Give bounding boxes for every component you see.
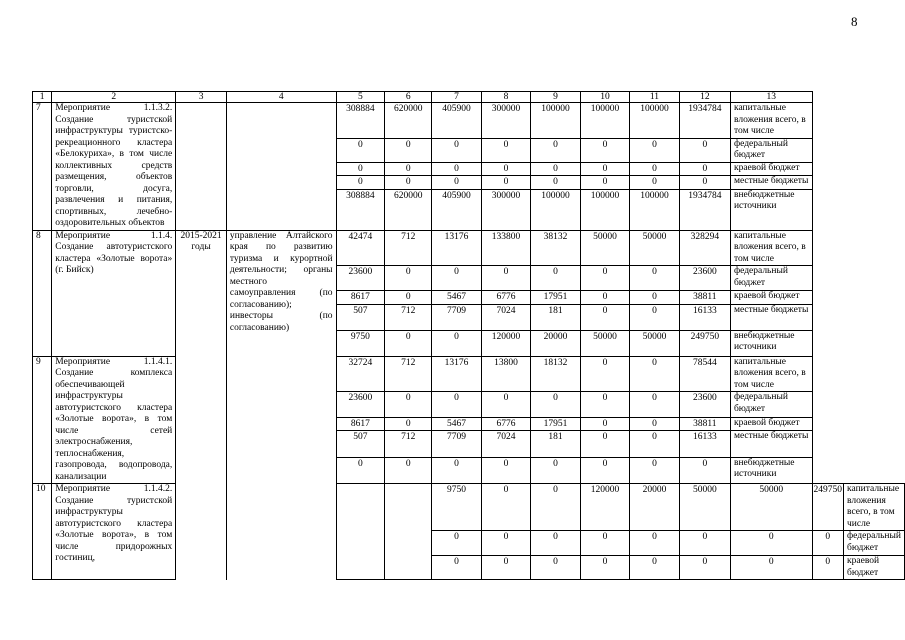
value-cell: 0 bbox=[630, 266, 679, 291]
value-cell: 0 bbox=[679, 162, 730, 176]
column-header: 10 bbox=[580, 92, 629, 103]
value-cell: 0 bbox=[432, 330, 481, 356]
value-cell: 0 bbox=[481, 138, 530, 162]
program-activities-table bbox=[32, 91, 905, 580]
value-cell: 20000 bbox=[630, 484, 679, 531]
value-cell: 7709 bbox=[432, 304, 481, 330]
value-cell: 300000 bbox=[481, 103, 530, 139]
value-cell: 0 bbox=[531, 531, 580, 556]
value-cell: 328294 bbox=[679, 230, 730, 266]
value-cell: 13176 bbox=[432, 356, 481, 392]
value-cell: 0 bbox=[630, 556, 679, 580]
value-cell: 0 bbox=[531, 138, 580, 162]
value-cell: 712 bbox=[385, 356, 432, 392]
row-number-cell: 7 bbox=[33, 103, 52, 231]
value-cell: 100000 bbox=[531, 189, 580, 230]
value-cell: 1934784 bbox=[679, 103, 730, 139]
value-cell: 78544 bbox=[679, 356, 730, 392]
executor-cell bbox=[385, 484, 432, 580]
value-cell: 712 bbox=[385, 304, 432, 330]
value-cell: 0 bbox=[580, 291, 629, 305]
value-cell: 0 bbox=[336, 138, 385, 162]
value-cell: 50000 bbox=[580, 230, 629, 266]
column-header: 12 bbox=[679, 92, 730, 103]
value-cell: 0 bbox=[679, 531, 730, 556]
funding-source-cell: внебюджетные источники bbox=[730, 189, 812, 230]
value-cell: 16133 bbox=[679, 431, 730, 457]
value-cell: 0 bbox=[432, 138, 481, 162]
value-cell: 0 bbox=[336, 176, 385, 190]
value-cell: 0 bbox=[481, 392, 530, 417]
value-cell: 308884 bbox=[336, 103, 385, 139]
value-cell: 13176 bbox=[432, 230, 481, 266]
value-cell: 0 bbox=[336, 457, 385, 483]
value-cell: 405900 bbox=[432, 103, 481, 139]
value-cell: 0 bbox=[679, 176, 730, 190]
funding-source-cell: капитальные вложения всего, в том числе bbox=[844, 484, 905, 531]
value-cell: 23600 bbox=[336, 392, 385, 417]
value-cell: 8617 bbox=[336, 417, 385, 431]
value-cell: 6776 bbox=[481, 417, 530, 431]
value-cell: 0 bbox=[679, 457, 730, 483]
activity-title-cell: Мероприятие 1.1.4. Создание автотуристского кластера «Золотые ворота» (г. Бийск) bbox=[52, 230, 176, 356]
column-header: 5 bbox=[336, 92, 385, 103]
value-cell: 7024 bbox=[481, 431, 530, 457]
value-cell: 0 bbox=[531, 162, 580, 176]
value-cell: 0 bbox=[432, 457, 481, 483]
value-cell: 0 bbox=[336, 162, 385, 176]
table-row bbox=[33, 230, 905, 266]
value-cell: 0 bbox=[432, 392, 481, 417]
activity-title-cell: Мероприятие 1.1.4.2. Создание туристской инфраструктуры автотуристского кластера «Золотые ворота», в том числе придорожных гостиниц, bbox=[52, 484, 176, 580]
row-number-cell: 8 bbox=[33, 230, 52, 356]
value-cell: 0 bbox=[630, 417, 679, 431]
value-cell: 1934784 bbox=[679, 189, 730, 230]
value-cell: 23600 bbox=[336, 266, 385, 291]
value-cell: 405900 bbox=[432, 189, 481, 230]
value-cell: 5467 bbox=[432, 417, 481, 431]
value-cell: 0 bbox=[630, 138, 679, 162]
column-header: 1 bbox=[33, 92, 52, 103]
value-cell: 0 bbox=[432, 556, 481, 580]
value-cell: 100000 bbox=[531, 103, 580, 139]
table-row bbox=[33, 356, 905, 392]
value-cell: 32724 bbox=[336, 356, 385, 392]
funding-source-cell: краевой бюджет bbox=[844, 556, 905, 580]
value-cell: 0 bbox=[630, 392, 679, 417]
value-cell: 0 bbox=[630, 356, 679, 392]
value-cell: 100000 bbox=[630, 103, 679, 139]
value-cell: 620000 bbox=[385, 189, 432, 230]
value-cell: 133800 bbox=[481, 230, 530, 266]
value-cell: 100000 bbox=[580, 103, 629, 139]
executor-cell: управление Алтайского края по развитию туризма и курортной деятельности; органы местного самоуправления (по согласованию); инвесторы (по согласованию) bbox=[226, 230, 336, 580]
value-cell: 0 bbox=[481, 457, 530, 483]
funding-source-cell: краевой бюджет bbox=[730, 291, 812, 305]
value-cell: 620000 bbox=[385, 103, 432, 139]
value-cell: 7024 bbox=[481, 304, 530, 330]
value-cell: 0 bbox=[812, 531, 844, 556]
value-cell: 0 bbox=[630, 176, 679, 190]
table-row bbox=[33, 103, 905, 139]
value-cell: 507 bbox=[336, 304, 385, 330]
value-cell: 23600 bbox=[679, 266, 730, 291]
funding-source-cell: федеральный бюджет bbox=[730, 138, 812, 162]
column-header: 4 bbox=[226, 92, 336, 103]
value-cell: 0 bbox=[481, 266, 530, 291]
value-cell: 9750 bbox=[336, 330, 385, 356]
value-cell: 0 bbox=[385, 392, 432, 417]
value-cell: 6776 bbox=[481, 291, 530, 305]
value-cell: 181 bbox=[531, 431, 580, 457]
value-cell: 0 bbox=[730, 556, 812, 580]
value-cell: 23600 bbox=[679, 392, 730, 417]
funding-source-cell: федеральный бюджет bbox=[844, 531, 905, 556]
column-header: 8 bbox=[481, 92, 530, 103]
funding-source-cell: федеральный бюджет bbox=[730, 266, 812, 291]
value-cell: 0 bbox=[481, 556, 530, 580]
value-cell: 17951 bbox=[531, 417, 580, 431]
value-cell: 0 bbox=[630, 531, 679, 556]
value-cell: 0 bbox=[630, 291, 679, 305]
period-cell bbox=[336, 484, 385, 580]
value-cell: 0 bbox=[580, 556, 629, 580]
value-cell: 0 bbox=[481, 176, 530, 190]
value-cell: 100000 bbox=[630, 189, 679, 230]
value-cell: 507 bbox=[336, 431, 385, 457]
column-header: 9 bbox=[531, 92, 580, 103]
column-header: 3 bbox=[176, 92, 227, 103]
value-cell: 0 bbox=[580, 417, 629, 431]
value-cell: 0 bbox=[432, 162, 481, 176]
value-cell: 0 bbox=[630, 162, 679, 176]
value-cell: 5467 bbox=[432, 291, 481, 305]
value-cell: 0 bbox=[531, 556, 580, 580]
value-cell: 0 bbox=[730, 531, 812, 556]
value-cell: 50000 bbox=[630, 330, 679, 356]
executor-cell bbox=[226, 103, 336, 231]
value-cell: 0 bbox=[580, 356, 629, 392]
value-cell: 16133 bbox=[679, 304, 730, 330]
value-cell: 0 bbox=[385, 138, 432, 162]
funding-source-cell: краевой бюджет bbox=[730, 162, 812, 176]
value-cell: 0 bbox=[630, 304, 679, 330]
header-row bbox=[33, 92, 905, 103]
value-cell: 0 bbox=[531, 392, 580, 417]
activity-title-cell: Мероприятие 1.1.3.2. Создание туристской инфраструктуры туристско-рекреационного кластера «Белокуриха», в том числе коллективных средств размещения, объектов торговли, досуга, развлечения и питания, спортивных, лечебно-оздоровительных объектов bbox=[52, 103, 176, 231]
value-cell: 9750 bbox=[432, 484, 481, 531]
value-cell: 0 bbox=[580, 531, 629, 556]
funding-source-cell: капитальные вложения всего, в том числе bbox=[730, 230, 812, 266]
value-cell: 42474 bbox=[336, 230, 385, 266]
value-cell: 0 bbox=[679, 556, 730, 580]
column-header: 13 bbox=[730, 92, 812, 103]
value-cell: 0 bbox=[630, 457, 679, 483]
value-cell: 18132 bbox=[531, 356, 580, 392]
period-cell bbox=[176, 103, 227, 231]
value-cell: 0 bbox=[385, 417, 432, 431]
value-cell: 0 bbox=[580, 304, 629, 330]
value-cell: 0 bbox=[531, 266, 580, 291]
value-cell: 50000 bbox=[580, 330, 629, 356]
value-cell: 0 bbox=[531, 176, 580, 190]
value-cell: 20000 bbox=[531, 330, 580, 356]
value-cell: 0 bbox=[630, 431, 679, 457]
row-number-cell: 10 bbox=[33, 484, 52, 580]
value-cell: 50000 bbox=[679, 484, 730, 531]
value-cell: 0 bbox=[580, 176, 629, 190]
value-cell: 38132 bbox=[531, 230, 580, 266]
value-cell: 0 bbox=[385, 330, 432, 356]
column-header: 7 bbox=[432, 92, 481, 103]
value-cell: 181 bbox=[531, 304, 580, 330]
value-cell: 50000 bbox=[630, 230, 679, 266]
value-cell: 0 bbox=[812, 556, 844, 580]
funding-source-cell: местные бюджеты bbox=[730, 176, 812, 190]
value-cell: 13800 bbox=[481, 356, 530, 392]
value-cell: 120000 bbox=[481, 330, 530, 356]
value-cell: 0 bbox=[580, 162, 629, 176]
value-cell: 50000 bbox=[730, 484, 812, 531]
value-cell: 0 bbox=[481, 162, 530, 176]
period-cell: 2015-2021 годы bbox=[176, 230, 227, 580]
value-cell: 249750 bbox=[679, 330, 730, 356]
value-cell: 100000 bbox=[580, 189, 629, 230]
funding-source-cell: внебюджетные источники bbox=[730, 330, 812, 356]
value-cell: 0 bbox=[580, 138, 629, 162]
page-number: 8 bbox=[851, 14, 858, 29]
value-cell: 120000 bbox=[580, 484, 629, 531]
value-cell: 712 bbox=[385, 431, 432, 457]
column-header: 2 bbox=[52, 92, 176, 103]
value-cell: 0 bbox=[385, 162, 432, 176]
funding-source-cell: местные бюджеты bbox=[730, 431, 812, 457]
value-cell: 8617 bbox=[336, 291, 385, 305]
value-cell: 0 bbox=[481, 484, 530, 531]
value-cell: 249750 bbox=[812, 484, 844, 531]
column-header: 6 bbox=[385, 92, 432, 103]
value-cell: 300000 bbox=[481, 189, 530, 230]
value-cell: 38811 bbox=[679, 291, 730, 305]
value-cell: 0 bbox=[580, 266, 629, 291]
value-cell: 0 bbox=[432, 176, 481, 190]
funding-source-cell: капитальные вложения всего, в том числе bbox=[730, 356, 812, 392]
funding-source-cell: капитальные вложения всего, в том числе bbox=[730, 103, 812, 139]
row-number-cell: 9 bbox=[33, 356, 52, 484]
value-cell: 0 bbox=[385, 291, 432, 305]
table-row bbox=[33, 484, 905, 531]
value-cell: 0 bbox=[580, 431, 629, 457]
value-cell: 0 bbox=[385, 176, 432, 190]
column-header: 11 bbox=[630, 92, 679, 103]
funding-source-cell: федеральный бюджет bbox=[730, 392, 812, 417]
funding-source-cell: местные бюджеты bbox=[730, 304, 812, 330]
value-cell: 0 bbox=[481, 531, 530, 556]
funding-source-cell: краевой бюджет bbox=[730, 417, 812, 431]
value-cell: 0 bbox=[432, 266, 481, 291]
value-cell: 7709 bbox=[432, 431, 481, 457]
value-cell: 38811 bbox=[679, 417, 730, 431]
value-cell: 0 bbox=[580, 392, 629, 417]
activity-title-cell: Мероприятие 1.1.4.1. Создание комплекса обеспечивающей инфраструктуры автотуристского кластера «Золотые ворота», в том числе сетей электроснабжения, теплоснабжения, газопровода, водопровода, канализации bbox=[52, 356, 176, 484]
value-cell: 17951 bbox=[531, 291, 580, 305]
value-cell: 0 bbox=[531, 457, 580, 483]
value-cell: 0 bbox=[385, 266, 432, 291]
value-cell: 0 bbox=[432, 531, 481, 556]
value-cell: 0 bbox=[679, 138, 730, 162]
value-cell: 712 bbox=[385, 230, 432, 266]
value-cell: 0 bbox=[531, 484, 580, 531]
funding-source-cell: внебюджетные источники bbox=[730, 457, 812, 483]
value-cell: 0 bbox=[385, 457, 432, 483]
value-cell: 308884 bbox=[336, 189, 385, 230]
value-cell: 0 bbox=[580, 457, 629, 483]
